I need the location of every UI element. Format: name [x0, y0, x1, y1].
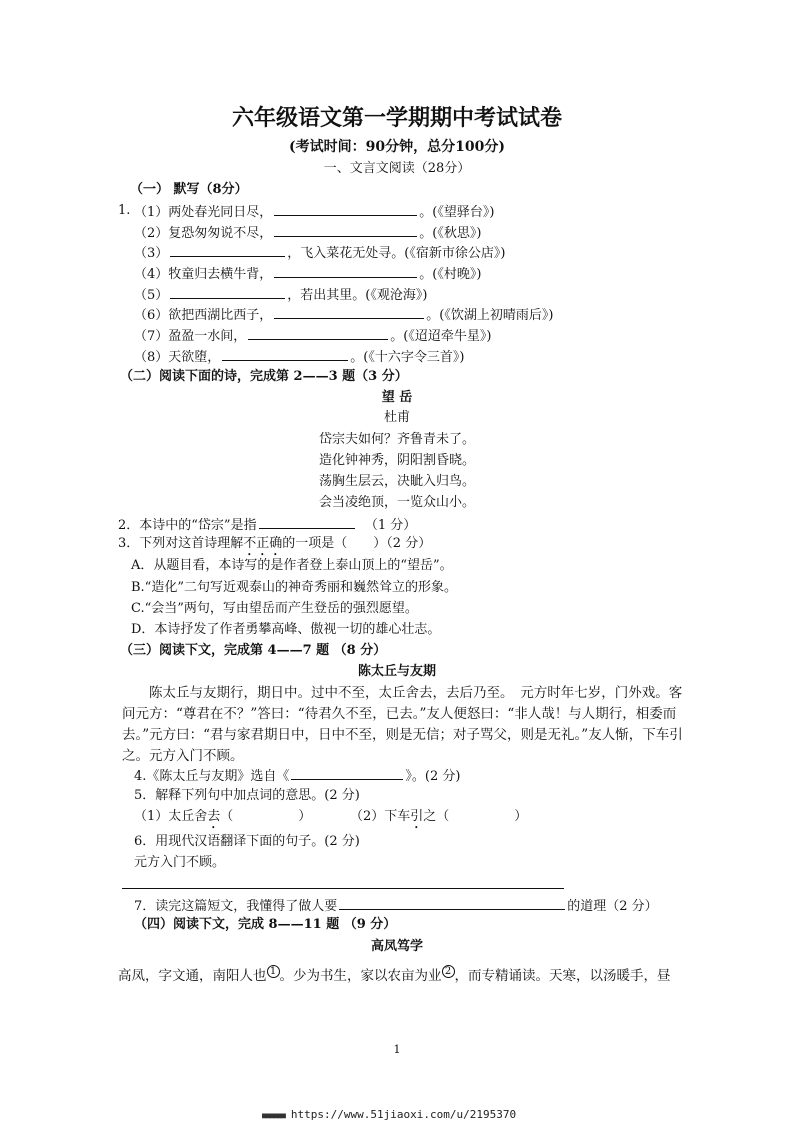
section-heading: 一、文言文阅读（28分） [323, 161, 471, 176]
option-b[interactable]: B.“造化”二句写近观泰山的神奇秀丽和巍然耸立的形象。 [131, 580, 457, 595]
item-prefix: （1）两处春光同日尽， [134, 205, 273, 220]
poem-title: 望 岳 [381, 390, 413, 405]
passage-segment: 高凤，字文通，南阳人也 [118, 968, 267, 984]
dictation-item [134, 286, 427, 304]
dictation-item [134, 306, 553, 324]
footnote-marker: 1 [267, 965, 280, 978]
q2-score: （1 分） [364, 518, 417, 533]
item-source: 。(《秋思》) [419, 226, 482, 241]
exam-info: (考试时间：90分钟，总分100分) [289, 139, 505, 155]
answer-blank[interactable] [170, 244, 285, 257]
part1-heading: （一） 默写（8分） [130, 182, 248, 197]
item-source: 。(《望驿台》) [419, 205, 495, 220]
option-c[interactable]: C.“会当”两句，写由望岳而产生登岳的强烈愿望。 [131, 601, 418, 616]
question-3 [118, 536, 431, 559]
q3-text: 3．下列对这首诗理解 [118, 536, 244, 551]
emphasis-text: 不正确 [243, 536, 283, 551]
poem-line: 会当凌绝顶，一览众山小。 [318, 495, 475, 510]
dictation-item [134, 224, 481, 242]
question-number: 1. [118, 203, 131, 218]
item-source: 。(《十六字令三首》) [350, 350, 465, 365]
site-logo: ■■■■■■ [262, 1111, 285, 1120]
passage-line [118, 966, 671, 986]
answer-blank[interactable] [339, 897, 565, 910]
answer-blank[interactable] [259, 516, 355, 529]
answer-blank[interactable] [291, 767, 403, 780]
item-prefix: （3） [134, 246, 169, 261]
item-prefix: （7）盈盈一水间， [134, 329, 247, 344]
item-prefix: （6）欲把西湖比西子， [134, 308, 273, 323]
item-source: ，飞入菜花无处寻。(《宿新市徐公店》) [287, 246, 506, 261]
answer-blank[interactable] [170, 286, 285, 299]
q3-score: 的一项是（ ）（2 分） [282, 536, 432, 551]
item-source: 。(《村晚》) [419, 267, 482, 282]
item-prefix: （2）复恐匆匆说不尽， [134, 226, 273, 241]
question-4 [134, 767, 460, 785]
footer-url[interactable]: https://www.51jiaoxi.com/u/2195370 [290, 1108, 517, 1121]
dictation-item [134, 244, 505, 262]
footer [262, 1108, 516, 1121]
q7-text: 7．读完这篇短文，我懂得了做人要 [134, 899, 338, 914]
part2-heading: （二）阅读下面的诗，完成第 2——3 题（3 分） [120, 369, 408, 384]
option-d[interactable]: D．本诗抒发了作者勇攀高峰、傲视一切的雄心壮志。 [131, 622, 441, 637]
answer-blank[interactable] [274, 203, 417, 216]
q5-item-2 [350, 809, 527, 832]
q5-text: （2）下车 [350, 809, 411, 824]
dictation-item [134, 265, 481, 283]
q7-score: 的道理（2 分） [567, 899, 658, 914]
option-a[interactable]: A．从题目看，本诗写的是作者登上泰山顶上的“望岳”。 [131, 558, 453, 573]
question-2 [118, 516, 416, 534]
answer-blank[interactable] [222, 348, 348, 361]
item-source: ，若出其里。(《观沧海》) [287, 288, 428, 303]
q4-text: 4.《陈太丘与友期》选自《 [134, 769, 290, 784]
item-source: 。(《迢迢牵牛星》) [390, 329, 492, 344]
poem-author: 杜甫 [383, 410, 410, 425]
answer-blank[interactable] [274, 306, 424, 319]
q6-sentence: 元方入门不顾。 [134, 855, 226, 870]
passage-title: 高凤笃学 [370, 939, 423, 954]
item-prefix: （4）牧童归去横牛背， [134, 267, 273, 282]
part3-heading: （三）阅读下文，完成第 4——7 题 （8 分） [120, 643, 387, 658]
passage-segment: 。少为书生，家以农亩为业 [279, 968, 442, 984]
dictation-item [134, 348, 464, 366]
passage-title: 陈太丘与友期 [357, 664, 436, 679]
question-5: 5．解释下列句中加点词的意思。(2 分) [134, 788, 360, 803]
part4-heading: （四）阅读下文，完成 8——11 题 （9 分） [134, 917, 397, 932]
question-7 [134, 897, 658, 915]
q4-score: 》。(2 分) [405, 769, 461, 784]
poem-line: 造化钟神秀，阴阳割昏晓。 [318, 453, 475, 468]
dictation-item [134, 327, 491, 345]
q5-item-1 [134, 809, 311, 832]
answer-blank[interactable] [274, 224, 417, 237]
item-prefix: （5） [134, 288, 169, 303]
answer-blank[interactable] [248, 327, 388, 340]
item-source: 。(《饮湖上初晴雨后》) [426, 308, 554, 323]
item-prefix: （8）天欲堕， [134, 350, 221, 365]
question-6: 6．用现代汉语翻译下面的句子。(2 分) [134, 834, 360, 849]
q2-text: 2．本诗中的“岱宗”是指 [118, 518, 257, 533]
page-title: 六年级语文第一学期期中考试试卷 [231, 105, 562, 131]
answer-paren[interactable]: 之（ ） [423, 809, 528, 824]
answer-line[interactable] [122, 888, 564, 889]
dotted-word: 去 [207, 809, 221, 824]
answer-blank[interactable] [274, 265, 417, 278]
footnote-marker: 2 [442, 965, 455, 978]
page-number: 1 [393, 1043, 401, 1056]
dotted-word: 引 [410, 809, 424, 824]
poem-line: 岱宗夫如何？齐鲁青未了。 [318, 432, 475, 447]
passage-text: 陈太丘与友期行，期日中。过中不至，太丘舍去，去后乃至。 元方时年七岁，门外戏。客问元方：“尊君在不？”答曰：“待君久不至，已去。”友人便怒曰：“非人哉！与人期行，相委而去。”元方曰：“君与家君期日中，日中不至，则是无信；对子骂父，则是无礼。”友人惭，下车引之。元方入门不顾。 [122, 685, 683, 764]
poem-line: 荡胸生层云，决眦入归鸟。 [318, 474, 475, 489]
answer-paren[interactable]: （ ） [220, 809, 312, 824]
passage-segment: ，而专精诵读。天寒，以汤暖手，昼 [454, 968, 671, 984]
q5-text: （1）太丘舍 [134, 809, 208, 824]
dictation-item [134, 203, 494, 221]
